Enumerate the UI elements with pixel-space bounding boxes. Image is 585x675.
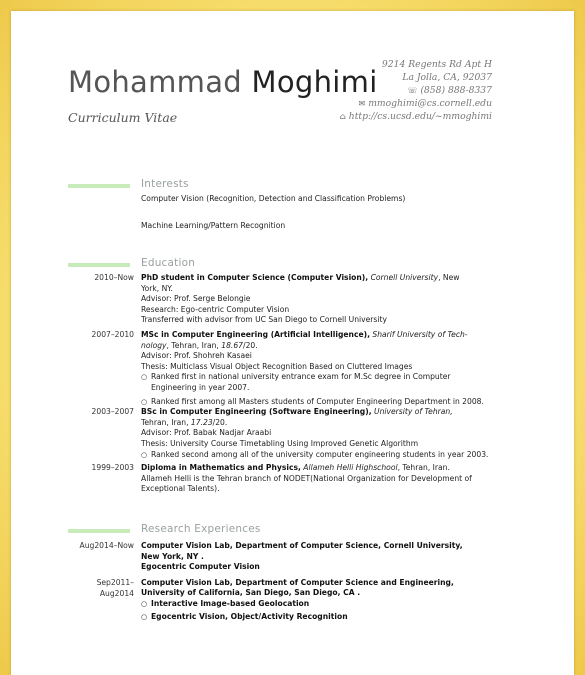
section-education — [68, 257, 518, 271]
address-line-2: La Jolla, CA, 92037 — [402, 72, 492, 83]
institution: University of Tehran, — [374, 407, 453, 417]
research-heading: Computer Vision Lab, Department of Computer Science, Cornell University, — [141, 541, 463, 550]
institution-cont: nology — [141, 340, 167, 350]
education-entry — [68, 407, 498, 460]
gpa-scale: /20. — [212, 417, 228, 427]
section-title: Research Experiences — [141, 523, 261, 535]
research-list — [68, 541, 498, 622]
entry-date-end: Aug2014 — [99, 588, 134, 598]
list-item: ○ Ranked first in national university entrance exam for M.Sc degree in Computer Engineering in year 2007. — [141, 372, 451, 392]
research-entry — [68, 541, 498, 573]
education-entry — [68, 330, 498, 407]
entry-date: 2007–2010 — [91, 329, 134, 339]
entry-date: 1999–2003 — [91, 463, 134, 473]
interest-item: Machine Learning/Pattern Recognition — [141, 220, 286, 230]
bullet-icon: ○ — [141, 450, 148, 459]
gpa: 17.23 — [190, 417, 213, 427]
research-heading: New York, NY . — [141, 551, 204, 561]
institution: Allameh Helli Highschool — [303, 463, 398, 473]
section-interests — [68, 178, 518, 192]
entry-date: 2003–2007 — [91, 407, 134, 417]
address-line-1: 9214 Regents Rd Apt H — [381, 59, 492, 70]
entry-detail: Thesis: Multiclass Visual Object Recognition Based on Cluttered Images — [141, 361, 413, 371]
phone-icon: ☏ — [407, 86, 418, 95]
section-research — [68, 523, 518, 537]
section-title: Education — [141, 257, 196, 269]
entry-detail: Advisor: Prof. Babak Nadjar Araabi — [141, 428, 272, 438]
institution: Cornell University — [370, 273, 439, 282]
bullet-icon: ○ — [141, 612, 148, 621]
entry-detail: Research: Ego-centric Computer Vision — [141, 304, 290, 314]
entry-detail: Allameh Helli is the Tehran branch of NODET(National Organization for Development of — [141, 473, 472, 483]
entry-detail: Transferred with advisor from UC San Diego to Cornell University — [141, 315, 387, 325]
web-line[interactable] — [292, 110, 492, 123]
entry-date: Sep2011– — [96, 577, 134, 587]
education-list — [68, 273, 498, 495]
education-entry — [68, 463, 498, 495]
home-icon: ⌂ — [339, 112, 346, 121]
cv-page — [11, 11, 574, 675]
entry-date: Aug2014–Now — [79, 541, 134, 550]
gpa-scale: /20. — [243, 340, 258, 350]
bullet-icon: ○ — [141, 599, 148, 608]
research-heading: University of California, San Diego, San Diego, CA . — [141, 588, 361, 598]
contact-block — [292, 58, 492, 123]
location: , Tehran, Iran, — [166, 340, 222, 350]
subtitle: Curriculum Vitae — [68, 110, 178, 125]
research-entry — [68, 578, 498, 622]
web-link[interactable]: http://cs.ucsd.edu/~mmoghimi — [348, 111, 492, 122]
envelope-icon: ✉ — [358, 99, 366, 108]
entry-detail: Egocentric Computer Vision — [141, 562, 260, 572]
email-line[interactable] — [292, 97, 492, 110]
degree: PhD student in Computer Science (Computer Vision), — [141, 273, 369, 282]
list-item: ○ Ranked first among all Masters students of Computer Engineering Department in 2008. — [141, 396, 484, 406]
degree: MSc in Computer Engineering (Artificial Intelligence), — [141, 329, 370, 339]
section-bar — [68, 529, 130, 533]
section-title: Interests — [141, 178, 189, 190]
interest-item: Computer Vision (Recognition, Detection and Classification Problems) — [141, 194, 406, 203]
entry-detail: Thesis: University Course Timetabling Using Improved Genetic Algorithm — [141, 438, 419, 448]
interests-list — [68, 194, 498, 231]
entry-detail: Advisor: Prof. Serge Belongie — [141, 294, 251, 304]
email-link[interactable]: mmoghimi@cs.cornell.edu — [368, 98, 492, 109]
bullet-icon: ○ — [141, 397, 148, 406]
entry-detail: Advisor: Prof. Shohreh Kasaei — [141, 351, 252, 361]
location: , Tehran, Iran. — [397, 463, 450, 473]
entry-date: 2010–Now — [94, 273, 134, 282]
education-entry — [68, 273, 498, 326]
section-bar — [68, 263, 130, 267]
location: , New — [438, 273, 460, 282]
section-bar — [68, 184, 130, 188]
phone-line — [292, 84, 492, 97]
institution: Sharif University of Tech- — [372, 329, 468, 339]
location: York, NY. — [141, 283, 173, 293]
list-item: ○ Interactive Image-based Geolocation — [141, 598, 310, 608]
research-heading: Computer Vision Lab, Department of Computer Science and Engineering, — [141, 577, 454, 587]
location: Tehran, Iran, — [141, 417, 191, 427]
last-name: Moghimi — [251, 65, 378, 99]
entry-detail: Exceptional Talents). — [141, 484, 220, 494]
list-item: ○ Egocentric Vision, Object/Activity Recognition — [141, 611, 348, 621]
degree: Diploma in Mathematics and Physics, — [141, 463, 301, 473]
list-item: ○ Ranked second among all of the university computer engineering students in year 2003. — [141, 449, 489, 459]
phone-number: (858) 888-8337 — [420, 85, 492, 96]
gpa: 18.67 — [221, 340, 244, 350]
bullet-icon: ○ — [141, 373, 148, 382]
first-name: Mohammad — [68, 65, 242, 99]
degree: BSc in Computer Engineering (Software Engineering), — [141, 407, 372, 417]
